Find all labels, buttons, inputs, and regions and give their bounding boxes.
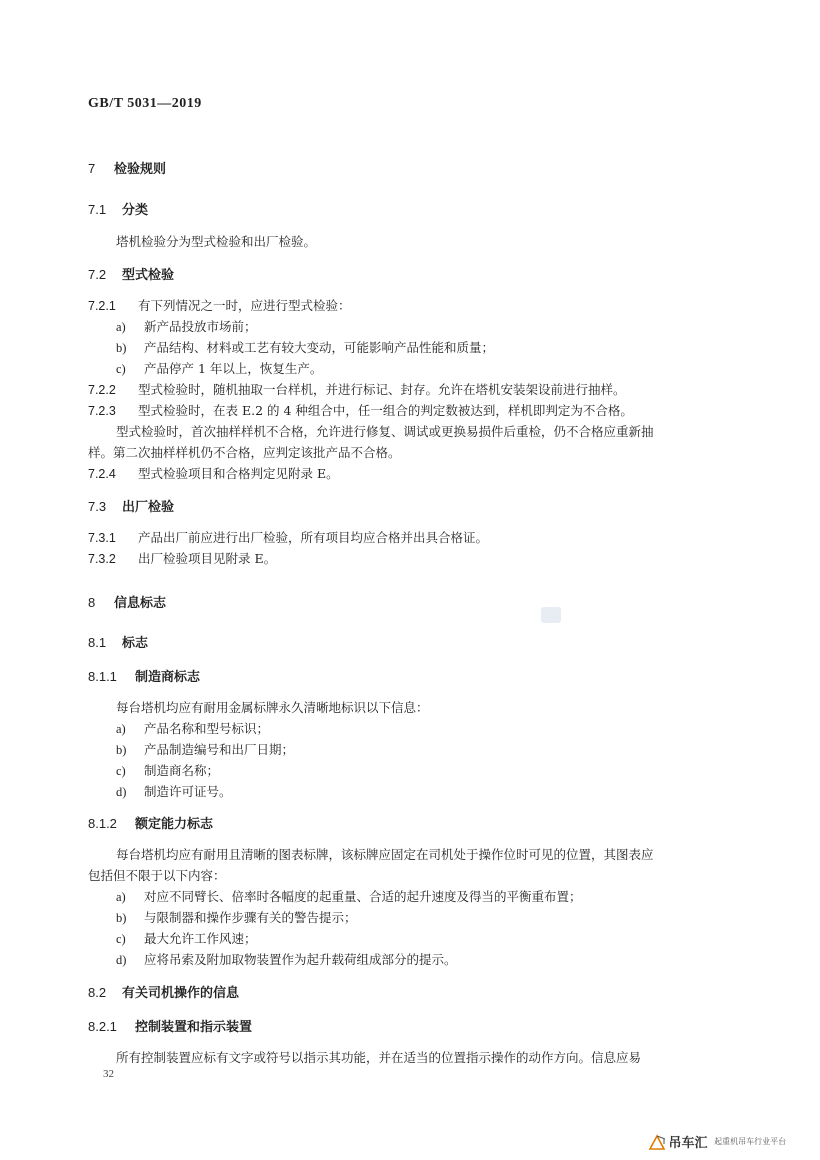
clause-number: 7.2.1 [88, 299, 116, 313]
crane-logo-icon [648, 1133, 666, 1151]
list-text: 制造许可证号。 [144, 784, 232, 799]
list-label: c) [116, 764, 126, 778]
list-label: a) [116, 320, 126, 334]
list-label: b) [116, 743, 127, 757]
list-item [116, 908, 357, 926]
section-8-1-1-body: 每台塔机均应有耐用金属标牌永久清晰地标识以下信息： [116, 700, 429, 715]
clause-7-2-4 [88, 464, 339, 482]
clause-7-3-2 [88, 549, 276, 567]
list-text: 产品名称和型号标识； [144, 721, 270, 736]
list-text: 产品停产 1 年以上，恢复生产。 [144, 361, 323, 376]
logo-name: 吊车汇 [668, 1136, 708, 1151]
list-label: a) [116, 722, 126, 736]
list-item [116, 761, 219, 779]
clause-text: 出厂检验项目见附录 E。 [138, 551, 277, 566]
section-8-1-2-heading [88, 813, 213, 832]
section-title: 分类 [122, 203, 149, 218]
section-7-2-heading [88, 264, 174, 283]
section-title: 型式检验 [122, 268, 175, 283]
section-number: 8.2 [88, 985, 107, 1000]
clause-7-2-3-para-line-1: 型式检验时，首次抽样样机不合格，允许进行修复、调试或更换易损件后重检，仍不合格应重新抽 [116, 424, 654, 439]
section-title: 额定能力标志 [135, 817, 214, 832]
section-number: 7.1 [88, 202, 107, 217]
list-label: c) [116, 362, 126, 376]
section-8-1-2-body-line-2: 包括但不限于以下内容： [88, 868, 226, 883]
section-title: 控制装置和指示装置 [135, 1020, 253, 1035]
section-title: 标志 [122, 636, 149, 651]
clause-number: 7.3.2 [88, 552, 116, 566]
list-label: a) [116, 890, 126, 904]
section-number: 8.1.1 [88, 669, 117, 684]
section-number: 8 [88, 595, 96, 610]
list-label: b) [116, 911, 127, 925]
list-text: 制造商名称； [144, 763, 220, 778]
section-title: 检验规则 [114, 162, 167, 177]
clause-number: 7.2.4 [88, 467, 116, 481]
clause-7-2-3 [88, 401, 633, 419]
section-8-2-1-heading [88, 1016, 252, 1035]
list-label: d) [116, 953, 127, 967]
section-title: 制造商标志 [135, 670, 201, 685]
section-number: 7 [88, 161, 96, 176]
clause-text: 型式检验时，在表 E.2 的 4 种组合中，任一组合的判定数被达到，样机即判定为不合格。 [138, 403, 633, 418]
list-text: 与限制器和操作步骤有关的警告提示； [144, 910, 357, 925]
clause-number: 7.3.1 [88, 531, 116, 545]
clause-7-2-2 [88, 380, 626, 398]
list-text: 最大允许工作风速； [144, 931, 257, 946]
section-title: 信息标志 [114, 596, 167, 611]
list-item [116, 719, 269, 737]
list-text: 新产品投放市场前； [144, 319, 257, 334]
section-8-2-1-body-line-1: 所有控制装置应标有文字或符号以指示其功能，并在适当的位置指示操作的动作方向。信息应易 [116, 1050, 642, 1065]
list-item [116, 950, 457, 968]
watermark-icon [541, 607, 561, 623]
section-7-3-heading [88, 496, 174, 515]
section-8-1-2-body-line-1: 每台塔机均应有耐用且清晰的图表标牌，该标牌应固定在司机处于操作位时可见的位置，其图表应 [116, 847, 654, 862]
section-title: 有关司机操作的信息 [122, 986, 240, 1001]
list-item [116, 782, 232, 800]
list-item [116, 317, 257, 335]
logo-tagline: 起重机吊车行业平台 [714, 1137, 787, 1146]
clause-text: 产品出厂前应进行出厂检验，所有项目均应合格并出具合格证。 [138, 530, 489, 545]
section-8-1-1-heading [88, 666, 200, 685]
clause-7-2-1 [88, 296, 351, 314]
list-item [116, 338, 494, 356]
section-8-1-heading [88, 632, 148, 651]
clause-text: 有下列情况之一时，应进行型式检验： [138, 298, 351, 313]
list-item [116, 740, 294, 758]
section-7-heading [88, 158, 166, 177]
list-label: c) [116, 932, 126, 946]
section-number: 8.1.2 [88, 816, 117, 831]
list-text: 产品结构、材料或工艺有较大变动，可能影响产品性能和质量； [144, 340, 495, 355]
list-item [116, 887, 582, 905]
section-number: 8.1 [88, 635, 107, 650]
section-number: 7.3 [88, 499, 107, 514]
clause-number: 7.2.2 [88, 383, 116, 397]
section-title: 出厂检验 [122, 500, 175, 515]
list-text: 应将吊索及附加取物装置作为起升载荷组成部分的提示。 [144, 952, 457, 967]
list-text: 产品制造编号和出厂日期； [144, 742, 295, 757]
clause-7-3-1 [88, 528, 488, 546]
site-logo [648, 1132, 786, 1151]
page-number: 32 [103, 1068, 114, 1080]
standard-number: GB/T 5031—2019 [88, 96, 202, 111]
section-7-1-body: 塔机检验分为型式检验和出厂检验。 [116, 234, 317, 249]
clause-text: 型式检验项目和合格判定见附录 E。 [138, 466, 339, 481]
list-text: 对应不同臂长、倍率时各幅度的起重量、合适的起升速度及得当的平衡重布置； [144, 889, 582, 904]
clause-7-2-3-para-line-2: 样。第二次抽样样机仍不合格，应判定该批产品不合格。 [88, 445, 401, 460]
list-label: b) [116, 341, 127, 355]
clause-number: 7.2.3 [88, 404, 116, 418]
section-number: 7.2 [88, 267, 107, 282]
section-8-heading [88, 592, 166, 611]
list-label: d) [116, 785, 127, 799]
list-item [116, 929, 257, 947]
section-7-1-heading [88, 199, 148, 218]
list-item [116, 359, 322, 377]
section-number: 8.2.1 [88, 1019, 117, 1034]
clause-text: 型式检验时，随机抽取一台样机，并进行标记、封存。允许在塔机安装架设前进行抽样。 [138, 382, 626, 397]
section-8-2-heading [88, 982, 239, 1001]
